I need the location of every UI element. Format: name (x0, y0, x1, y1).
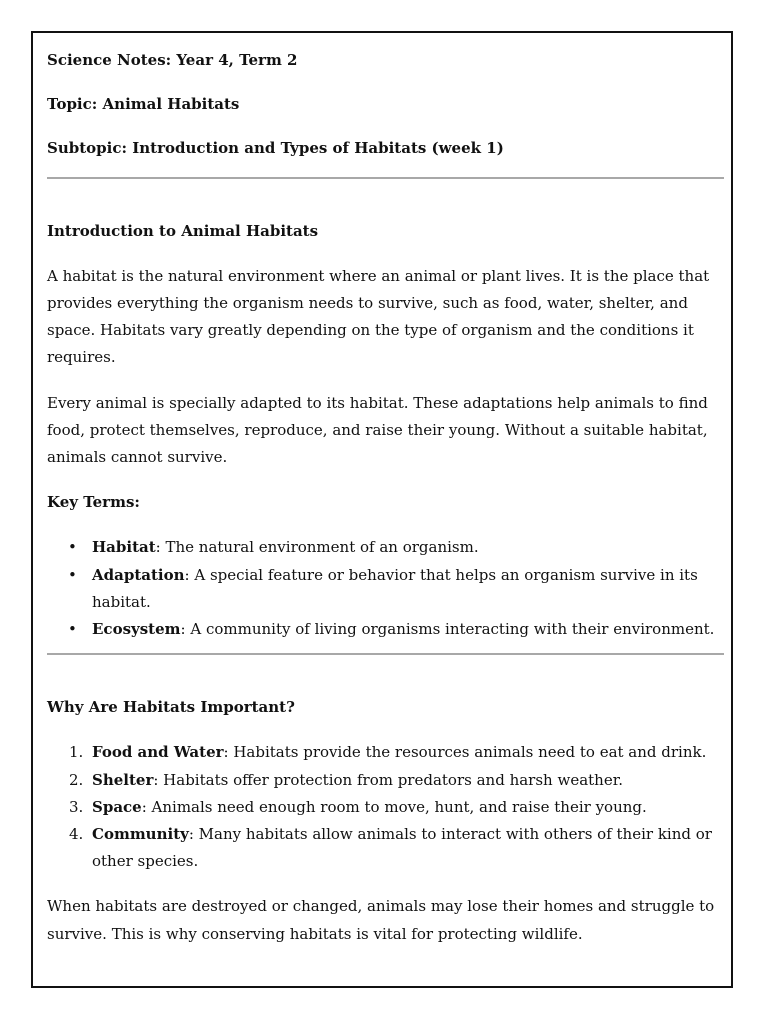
list-item (47, 767, 724, 794)
reason-text: : Habitats provide the resources animals need to eat and drink. (223, 743, 707, 762)
reason-text: : Animals need enough room to move, hunt, and raise their young. (141, 797, 647, 816)
term-definition: : A special feature or behavior that helps an organism survive in its habitat. (92, 565, 698, 611)
divider (47, 653, 724, 655)
document-page (31, 31, 733, 988)
list-item (47, 562, 724, 616)
list-number: 2. (69, 770, 84, 789)
term-definition: : The natural environment of an organism. (155, 538, 479, 557)
list-item (47, 739, 724, 766)
bullet-icon: • (68, 620, 77, 639)
reason-label: Food and Water (92, 743, 224, 762)
reason-text: : Many habitats allow animals to interact with others of their kind or other species. (92, 825, 712, 871)
term-label: Habitat (92, 538, 156, 557)
term-label: Adaptation (92, 565, 185, 584)
reason-label: Space (92, 797, 142, 816)
reason-label: Community (92, 825, 189, 844)
key-terms-list (47, 534, 724, 643)
subtopic-line: Subtopic: Introduction and Types of Habitats (week 1) (47, 139, 504, 158)
section-heading-importance: Why Are Habitats Important? (47, 698, 295, 717)
topic-line: Topic: Animal Habitats (47, 95, 240, 114)
closing-paragraph: When habitats are destroyed or changed, animals may lose their homes and struggle to survive. This is why conserving habitats is vital for protecting wildlife. (47, 897, 715, 943)
reason-label: Shelter (92, 770, 154, 789)
section-heading-intro: Introduction to Animal Habitats (47, 221, 319, 240)
list-number: 1. (69, 743, 84, 762)
list-item (47, 534, 724, 561)
bullet-icon: • (68, 538, 77, 557)
list-item (47, 616, 724, 643)
list-item (47, 794, 724, 821)
reasons-list (47, 739, 724, 875)
list-number: 4. (69, 825, 84, 844)
term-definition: : A community of living organisms interacting with their environment. (180, 620, 715, 639)
term-label: Ecosystem (92, 620, 181, 639)
divider (47, 177, 724, 179)
intro-paragraph-1: A habitat is the natural environment where an animal or plant lives. It is the place that provides everything the organism needs to survive, such as food, water, shelter, and space. Habitats vary greatly depending on the type of organism and the conditions it requires. (47, 266, 710, 367)
notes-title: Science Notes: Year 4, Term 2 (47, 51, 298, 69)
key-terms-heading: Key Terms: (47, 493, 140, 512)
list-number: 3. (69, 797, 84, 816)
list-item (47, 821, 724, 875)
intro-paragraph-2: Every animal is specially adapted to its habitat. These adaptations help animals to find food, protect themselves, reproduce, and raise their young. Without a suitable habitat, animals cannot survive. (47, 393, 708, 467)
document-content (47, 47, 724, 966)
bullet-icon: • (68, 565, 77, 584)
reason-text: : Habitats offer protection from predators and harsh weather. (153, 770, 623, 789)
